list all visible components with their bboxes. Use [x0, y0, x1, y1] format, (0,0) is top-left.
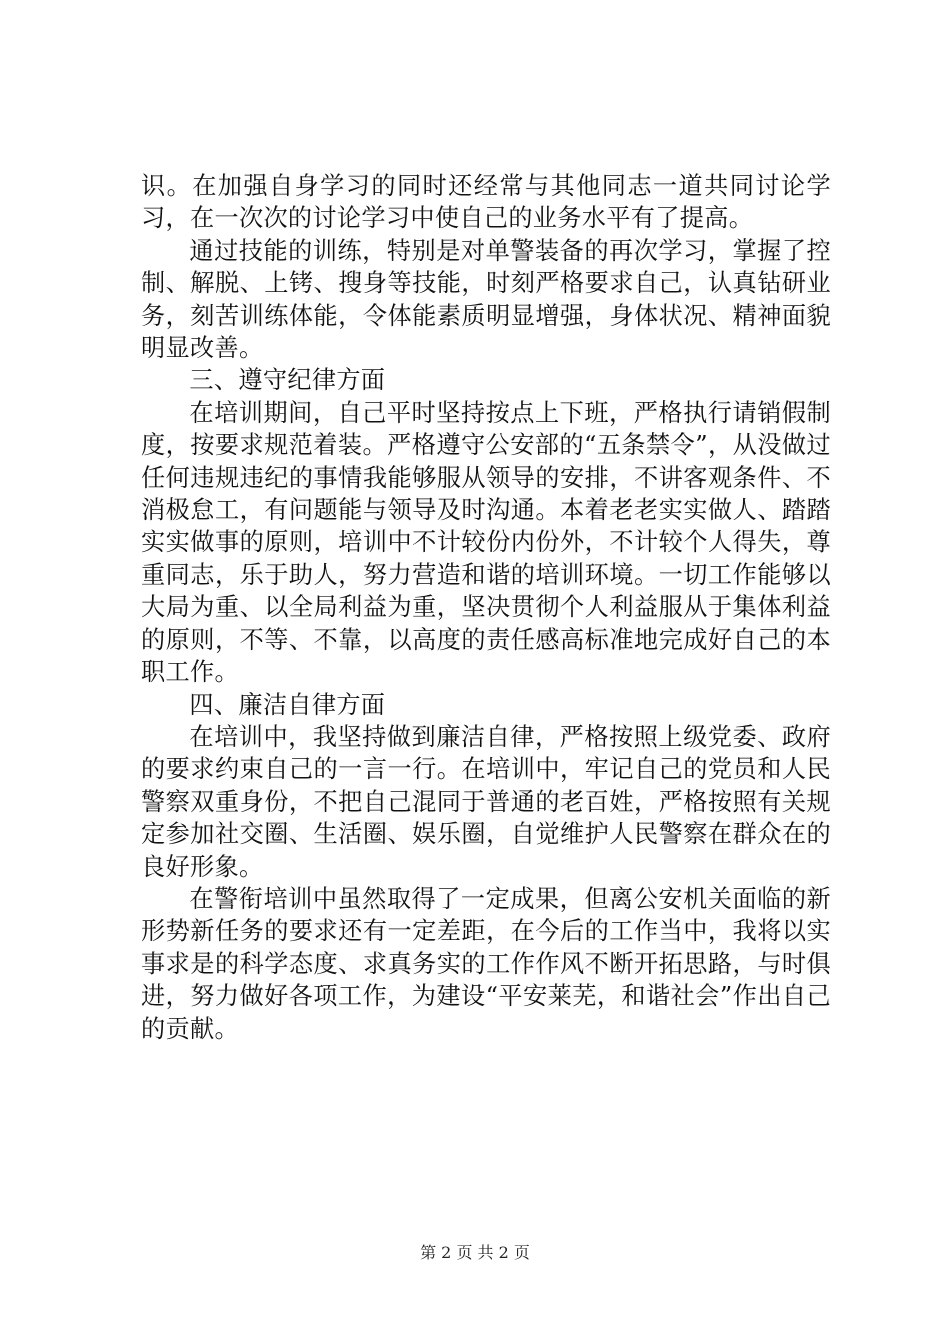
document-body [141, 170, 831, 1045]
page-number-footer: 第 2 页 共 2 页 [420, 1243, 530, 1262]
paragraph-skills-training: 通过技能的训练，特别是对单警装备的再次学习，掌握了控制、解脱、上铐、搜身等技能，时刻严格要求自己，认真钻研业务，刻苦训练体能，令体能素质明显增强，身体状况、精神面貌明显改善。 [141, 236, 831, 363]
paragraph-integrity: 在培训中，我坚持做到廉洁自律，严格按照上级党委、政府的要求约束自己的一言一行。在培训中，牢记自己的党员和人民警察双重身份，不把自己混同于普通的老百姓，严格按照有关规定参加社交圈、生活圈、娱乐圈，自觉维护人民警察在群众在的良好形象。 [141, 722, 831, 881]
paragraph-discipline: 在培训期间，自己平时坚持按点上下班，严格执行请销假制度，按要求规范着装。严格遵守公安部的“五条禁令”，从没做过任何违规违纪的事情我能够服从领导的安排，不讲客观条件、不消极怠工，有问题能与领导及时沟通。本着老老实实做人、踏踏实实做事的原则，培训中不计较份内份外，不计较个人得失，尊重同志，乐于助人，努力营造和谐的培训环境。一切工作能够以大局为重、以全局利益为重，坚决贯彻个人利益服从于集体利益的原则，不等、不靠，以高度的责任感高标准地完成好自己的本职工作。 [141, 398, 831, 687]
paragraph-conclusion: 在警衔培训中虽然取得了一定成果，但离公安机关面临的新形势新任务的要求还有一定差距，在今后的工作当中，我将以实事求是的科学态度、求真务实的工作作风不断开拓思路，与时俱进，努力做好各项工作，为建设“平安莱芜，和谐社会”作出自己的贡献。 [141, 884, 831, 1043]
section-heading-discipline: 三、遵守纪律方面 [189, 366, 386, 395]
paragraph-continuation: 识。在加强自身学习的同时还经常与其他同志一道共同讨论学习，在一次次的讨论学习中使自己的业务水平有了提高。 [141, 172, 831, 233]
section-heading-integrity: 四、廉洁自律方面 [189, 690, 386, 719]
